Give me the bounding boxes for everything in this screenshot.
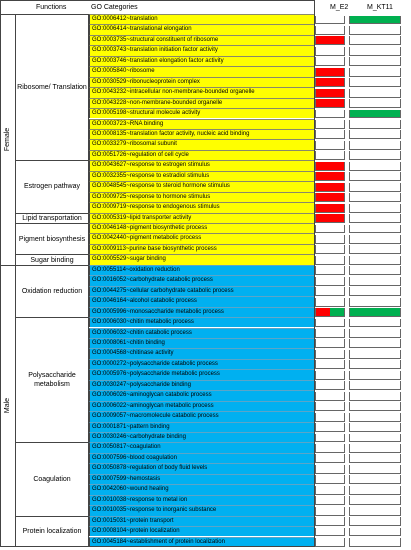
m-kt11-cell	[349, 517, 401, 526]
function-group-label: Pigment biosynthesis	[15, 223, 89, 254]
go-term-cell: GO:0003723~RNA binding	[89, 119, 315, 129]
function-group-label: Polysaccharide metabolism	[15, 317, 89, 442]
m-e2-cell	[315, 99, 345, 108]
m-kt11-cell	[349, 402, 401, 411]
go-term-cell: GO:0006026~aminoglycan catabolic process	[89, 390, 315, 400]
m-kt11-cell	[349, 47, 401, 56]
m-kt11-cell	[349, 225, 401, 234]
go-term-cell: GO:0051726~regulation of cell cycle	[89, 150, 315, 160]
function-group-label: Oxidation reduction	[15, 265, 89, 317]
m-e2-cell	[315, 308, 345, 317]
go-term-cell: GO:0006414~translational elongation	[89, 24, 315, 34]
m-kt11-cell	[349, 214, 401, 223]
go-term-cell: GO:0010035~response to inorganic substance	[89, 505, 315, 515]
go-term-cell: GO:0008061~chitin binding	[89, 338, 315, 348]
go-term-cell: GO:0005319~lipid transporter activity	[89, 213, 315, 223]
m-kt11-cell	[349, 36, 401, 45]
m-kt11-cell	[349, 507, 401, 516]
m-kt11-cell	[349, 454, 401, 463]
m-e2-cell	[315, 78, 345, 87]
m-e2-cell	[315, 454, 345, 463]
m-kt11-cell	[349, 235, 401, 244]
go-term-cell: GO:0005996~monosaccharide metabolic process	[89, 307, 315, 317]
m-kt11-cell	[349, 319, 401, 328]
header-m-kt11: M_KT11	[367, 4, 393, 11]
header-m-e2: M_E2	[330, 4, 349, 11]
m-e2-cell	[315, 245, 345, 254]
m-kt11-cell	[349, 538, 401, 547]
go-term-cell: GO:0046148~pigment biosynthetic process	[89, 223, 315, 233]
m-e2-cell	[315, 392, 345, 401]
m-kt11-cell	[349, 162, 401, 171]
m-kt11-cell	[349, 151, 401, 160]
go-term-cell: GO:0007596~blood coagulation	[89, 453, 315, 463]
m-kt11-cell	[349, 287, 401, 296]
m-e2-cell	[315, 151, 345, 160]
function-group-label: Ribosome/ Translation	[15, 14, 89, 160]
go-term-cell: GO:0006030~chitin metabolic process	[89, 317, 315, 327]
go-term-cell: GO:0003735~structural constituent of ribosome	[89, 35, 315, 45]
m-kt11-cell	[349, 172, 401, 181]
go-term-cell: GO:0004568~chitinase activity	[89, 348, 315, 358]
m-kt11-cell	[349, 277, 401, 286]
m-kt11-cell	[349, 413, 401, 422]
go-term-cell: GO:0005840~ribosome	[89, 66, 315, 76]
go-term-cell: GO:0042440~pigment metabolic process	[89, 233, 315, 243]
m-kt11-cell	[349, 308, 401, 317]
m-e2-cell	[315, 235, 345, 244]
go-term-cell: GO:0015031~protein transport	[89, 516, 315, 526]
m-kt11-cell	[349, 26, 401, 35]
sex-label-female: Female	[4, 127, 11, 152]
m-e2-cell	[315, 329, 345, 338]
header-go-categories: GO Categories	[91, 4, 138, 11]
m-kt11-cell	[349, 68, 401, 77]
go-term-cell: GO:0043627~response to estrogen stimulus	[89, 160, 315, 170]
function-group-label: Estrogen pathway	[15, 160, 89, 212]
go-term-cell: GO:0044275~cellular carbohydrate catabolic process	[89, 286, 315, 296]
go-term-cell: GO:0055114~oxidation reduction	[89, 265, 315, 275]
function-group-label: Sugar binding	[15, 254, 89, 264]
go-term-cell: GO:0046164~alcohol catabolic process	[89, 296, 315, 306]
go-term-cell: GO:0006022~aminoglycan metabolic process	[89, 401, 315, 411]
go-term-cell: GO:0050878~regulation of body fluid levels	[89, 463, 315, 473]
m-e2-cell	[315, 162, 345, 171]
function-group-label: Lipid transportation	[15, 213, 89, 223]
m-e2-cell	[315, 204, 345, 213]
go-term-cell: GO:0009719~response to endogenous stimulus	[89, 202, 315, 212]
go-term-cell: GO:0006032~chitin catabolic process	[89, 328, 315, 338]
m-kt11-cell	[349, 266, 401, 275]
m-e2-cell	[315, 68, 345, 77]
m-e2-cell	[315, 507, 345, 516]
m-e2-cell	[315, 528, 345, 537]
m-kt11-cell	[349, 298, 401, 307]
go-term-cell: GO:0016052~carbohydrate catabolic process	[89, 275, 315, 285]
m-kt11-cell	[349, 423, 401, 432]
m-e2-cell	[315, 89, 345, 98]
m-kt11-cell	[349, 444, 401, 453]
m-e2-cell	[315, 371, 345, 380]
m-e2-cell	[315, 214, 345, 223]
sex-label-male: Male	[4, 398, 11, 414]
m-e2-cell	[315, 141, 345, 150]
m-e2-cell	[315, 287, 345, 296]
m-e2-cell	[315, 517, 345, 526]
go-term-cell: GO:0008135~translation factor activity, nucleic acid binding	[89, 129, 315, 139]
m-e2-cell	[315, 26, 345, 35]
m-kt11-cell	[349, 204, 401, 213]
m-kt11-cell	[349, 371, 401, 380]
go-term-cell: GO:0043228~non-membrane-bounded organelle	[89, 98, 315, 108]
go-term-cell: GO:0009113~purine base biosynthetic process	[89, 244, 315, 254]
go-term-cell: GO:0009725~response to hormone stimulus	[89, 192, 315, 202]
go-term-cell: GO:0009057~macromolecule catabolic process	[89, 411, 315, 421]
m-kt11-cell	[349, 245, 401, 254]
m-e2-cell	[315, 172, 345, 181]
go-term-cell: GO:0030247~polysaccharide binding	[89, 380, 315, 390]
m-e2-cell	[315, 339, 345, 348]
go-term-cell: GO:0003746~translation elongation factor activity	[89, 56, 315, 66]
go-term-cell: GO:0030246~carbohydrate binding	[89, 432, 315, 442]
m-e2-cell	[315, 423, 345, 432]
m-kt11-cell	[349, 434, 401, 443]
go-term-cell: GO:0050817~coagulation	[89, 442, 315, 452]
m-kt11-cell	[349, 99, 401, 108]
sex-column-border	[0, 14, 16, 547]
m-e2-cell	[315, 16, 345, 25]
m-e2-cell	[315, 256, 345, 265]
go-term-cell: GO:0001871~pattern binding	[89, 422, 315, 432]
m-kt11-cell	[349, 57, 401, 66]
go-term-cell: GO:0005529~sugar binding	[89, 254, 315, 264]
header-functions: Functions	[36, 4, 67, 11]
m-e2-cell	[315, 465, 345, 474]
go-term-cell: GO:0010038~response to metal ion	[89, 495, 315, 505]
m-e2-cell	[315, 350, 345, 359]
m-kt11-cell	[349, 183, 401, 192]
m-e2-cell	[315, 496, 345, 505]
m-kt11-cell	[349, 486, 401, 495]
function-group-label: Coagulation	[15, 442, 89, 515]
go-term-cell: GO:0008104~protein localization	[89, 526, 315, 536]
m-e2-cell	[315, 298, 345, 307]
m-kt11-cell	[349, 120, 401, 129]
m-e2-cell	[315, 36, 345, 45]
m-e2-cell	[315, 413, 345, 422]
m-e2-cell	[315, 225, 345, 234]
go-term-cell: GO:0033279~ribosomal subunit	[89, 139, 315, 149]
m-kt11-cell	[349, 475, 401, 484]
m-e2-cell	[315, 486, 345, 495]
m-kt11-cell	[349, 256, 401, 265]
m-kt11-cell	[349, 16, 401, 25]
m-kt11-cell	[349, 130, 401, 139]
m-e2-cell	[315, 402, 345, 411]
m-e2-cell	[315, 266, 345, 275]
m-kt11-cell	[349, 329, 401, 338]
m-kt11-cell	[349, 381, 401, 390]
go-term-cell: GO:0030529~ribonucleoprotein complex	[89, 77, 315, 87]
go-term-cell: GO:0045184~establishment of protein localization	[89, 537, 315, 547]
m-e2-cell	[315, 47, 345, 56]
m-kt11-cell	[349, 528, 401, 537]
m-e2-cell	[315, 120, 345, 129]
m-kt11-cell	[349, 496, 401, 505]
m-kt11-cell	[349, 360, 401, 369]
go-term-cell: GO:0042060~wound healing	[89, 484, 315, 494]
m-kt11-cell	[349, 193, 401, 202]
go-term-cell: GO:0007599~hemostasis	[89, 474, 315, 484]
m-e2-cell	[315, 475, 345, 484]
go-term-cell: GO:0032355~response to estradiol stimulus	[89, 171, 315, 181]
m-e2-cell	[315, 110, 345, 119]
go-term-cell: GO:0003743~translation initiation factor activity	[89, 45, 315, 55]
m-kt11-cell	[349, 465, 401, 474]
m-kt11-cell	[349, 110, 401, 119]
go-term-cell: GO:0005198~structural molecule activity	[89, 108, 315, 118]
m-kt11-cell	[349, 339, 401, 348]
m-e2-cell	[315, 360, 345, 369]
go-term-cell: GO:0005976~polysaccharide metabolic process	[89, 369, 315, 379]
m-e2-cell	[315, 434, 345, 443]
m-kt11-cell	[349, 392, 401, 401]
function-group-label: Protein localization	[15, 516, 89, 547]
m-e2-cell	[315, 130, 345, 139]
m-e2-cell	[315, 538, 345, 547]
m-kt11-cell	[349, 78, 401, 87]
m-e2-cell	[315, 381, 345, 390]
m-e2-cell	[315, 193, 345, 202]
go-term-cell: GO:0043232~intracellular non-membrane-bounded organelle	[89, 87, 315, 97]
m-kt11-cell	[349, 350, 401, 359]
m-kt11-cell	[349, 89, 401, 98]
m-e2-cell	[315, 444, 345, 453]
go-term-cell: GO:0048545~response to steroid hormone stimulus	[89, 181, 315, 191]
m-e2-cell	[315, 319, 345, 328]
m-e2-cell	[315, 57, 345, 66]
m-e2-cell	[315, 183, 345, 192]
m-kt11-cell	[349, 141, 401, 150]
m-e2-cell	[315, 277, 345, 286]
go-term-cell: GO:0000272~polysaccharide catabolic process	[89, 359, 315, 369]
go-term-cell: GO:0006412~translation	[89, 14, 315, 24]
